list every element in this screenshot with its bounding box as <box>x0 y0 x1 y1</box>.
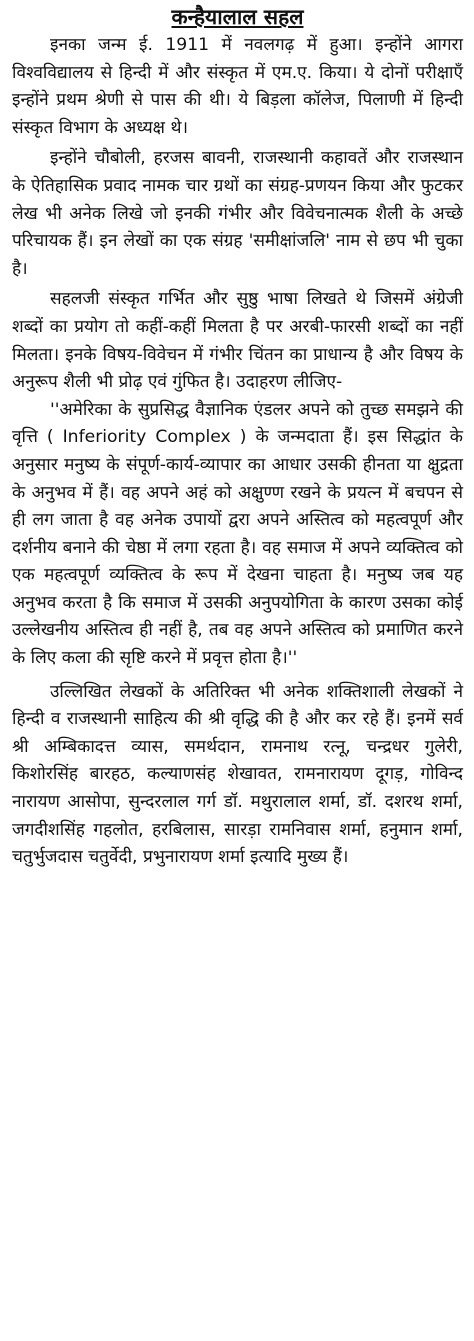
quoted-example: ''अमेरिका के सुप्रसिद्ध वैज्ञानिक एंडलर अपने को तुच्छ समझने की वृत्ति ( Inferiority Complex ) के जन्मदाता हैं। इस सिद्धांत के अनुसार मनुष्य के संपूर्ण-कार्य-व्यापार का आधार उसकी हीनता या क्षुद्रता के अनुभव में हैं। वह अपने अहं को अक्षुण्ण रखने के प्रयत्न में बचपन से ही लग जाता है वह अनेक उपायों द्वरा अपने अस्तित्व को महत्वपूर्ण और दर्शनीय बनाने की चेष्ठा में लगा रहता है। वह समाज में अपने व्यक्तित्व को एक महत्वपूर्ण व्यक्तित्व के रूप में देखना चाहता है। मनुष्य जब यह अनुभव करता है कि समाज में उसकी अनुपयोगिता के कारण उसका कोई उल्लेखनीय अस्तित्व ही नहीं है, तब वह अपने अस्तित्व को प्रमाणित करने के लिए कला की सृष्टि करने में प्रवृत्त होता है।'' <box>12 399 463 669</box>
paragraph-birth-education: इनका जन्म ई. 1911 में नवलगढ़ में हुआ। इन्होंने आगरा विश्वविद्यालय से हिन्दी में और संस्कृत में एम.ए. किया। ये दोनों परीक्षाएँ इन्होंने प्रथम श्रेणी से पास की थी। ये बिड़ला कॉलेज, पिलाणी में हिन्दी संस्कृत विभाग के अध्यक्ष थे। <box>12 35 463 138</box>
paragraph-language-style: सहलजी संस्कृत गर्भित और सुष्ठु भाषा लिखते थे जिसमें अंग्रेजी शब्दों का प्रयोग तो कहीं-कहीं मिलता है पर अरबी-फारसी शब्दों का नहीं मिलता। इनके विषय-विवेचन में गंभीर चिंतन का प्राधान्य है और विषय के अनुरूप शैली भी प्रोढ़ एवं गुंफित है। उदाहरण लीजिए- <box>12 289 463 393</box>
paragraph-works: इन्होंने चौबोली, हरजस बावनी, राजस्थानी कहावतें और राजस्थान के ऐतिहासिक प्रवाद नामक चार ग्रथों का संग्रह-प्रणयन किया और फुटकर लेख भी अनेक लिखे जो इनकी गंभीर और विवेचनात्मक शैली के अच्छे परिचायक हैं। इन लेखों का एक संग्रह 'समीक्षांजलि' नाम से छप भी चुका है। <box>12 148 463 279</box>
paragraph-other-writers: उल्लिखित लेखकों के अतिरिक्त भी अनेक शक्तिशाली लेखकों ने हिन्दी व राजस्थानी साहित्य की श्री वृद्धि की है और कर रहे हैं। इनमें सर्व श्री अम्बिकादत्त व्यास, समर्थदान, रामनाथ रत्नू, चन्द्रधर गुलेरी, किशोरसिंह बारहठ, कल्याणसंह शेखावत, रामनारायण दूगड़, गोविन्द नारायण आसोपा, सुन्दरलाल गर्ग डॉ. मथुरालाल शर्मा, डॉ. दशरथ शर्मा, जगदीशसिंह गहलोत, हरबिलास, सारड़ा रामनिवास शर्मा, हनुमान शर्मा, चतुर्भुजदास चतुर्वेदी, प्रभुनारायण शर्मा इत्यादि मुख्य हैं। <box>12 681 463 868</box>
page-title: कन्हैयालाल सहल <box>171 5 304 29</box>
